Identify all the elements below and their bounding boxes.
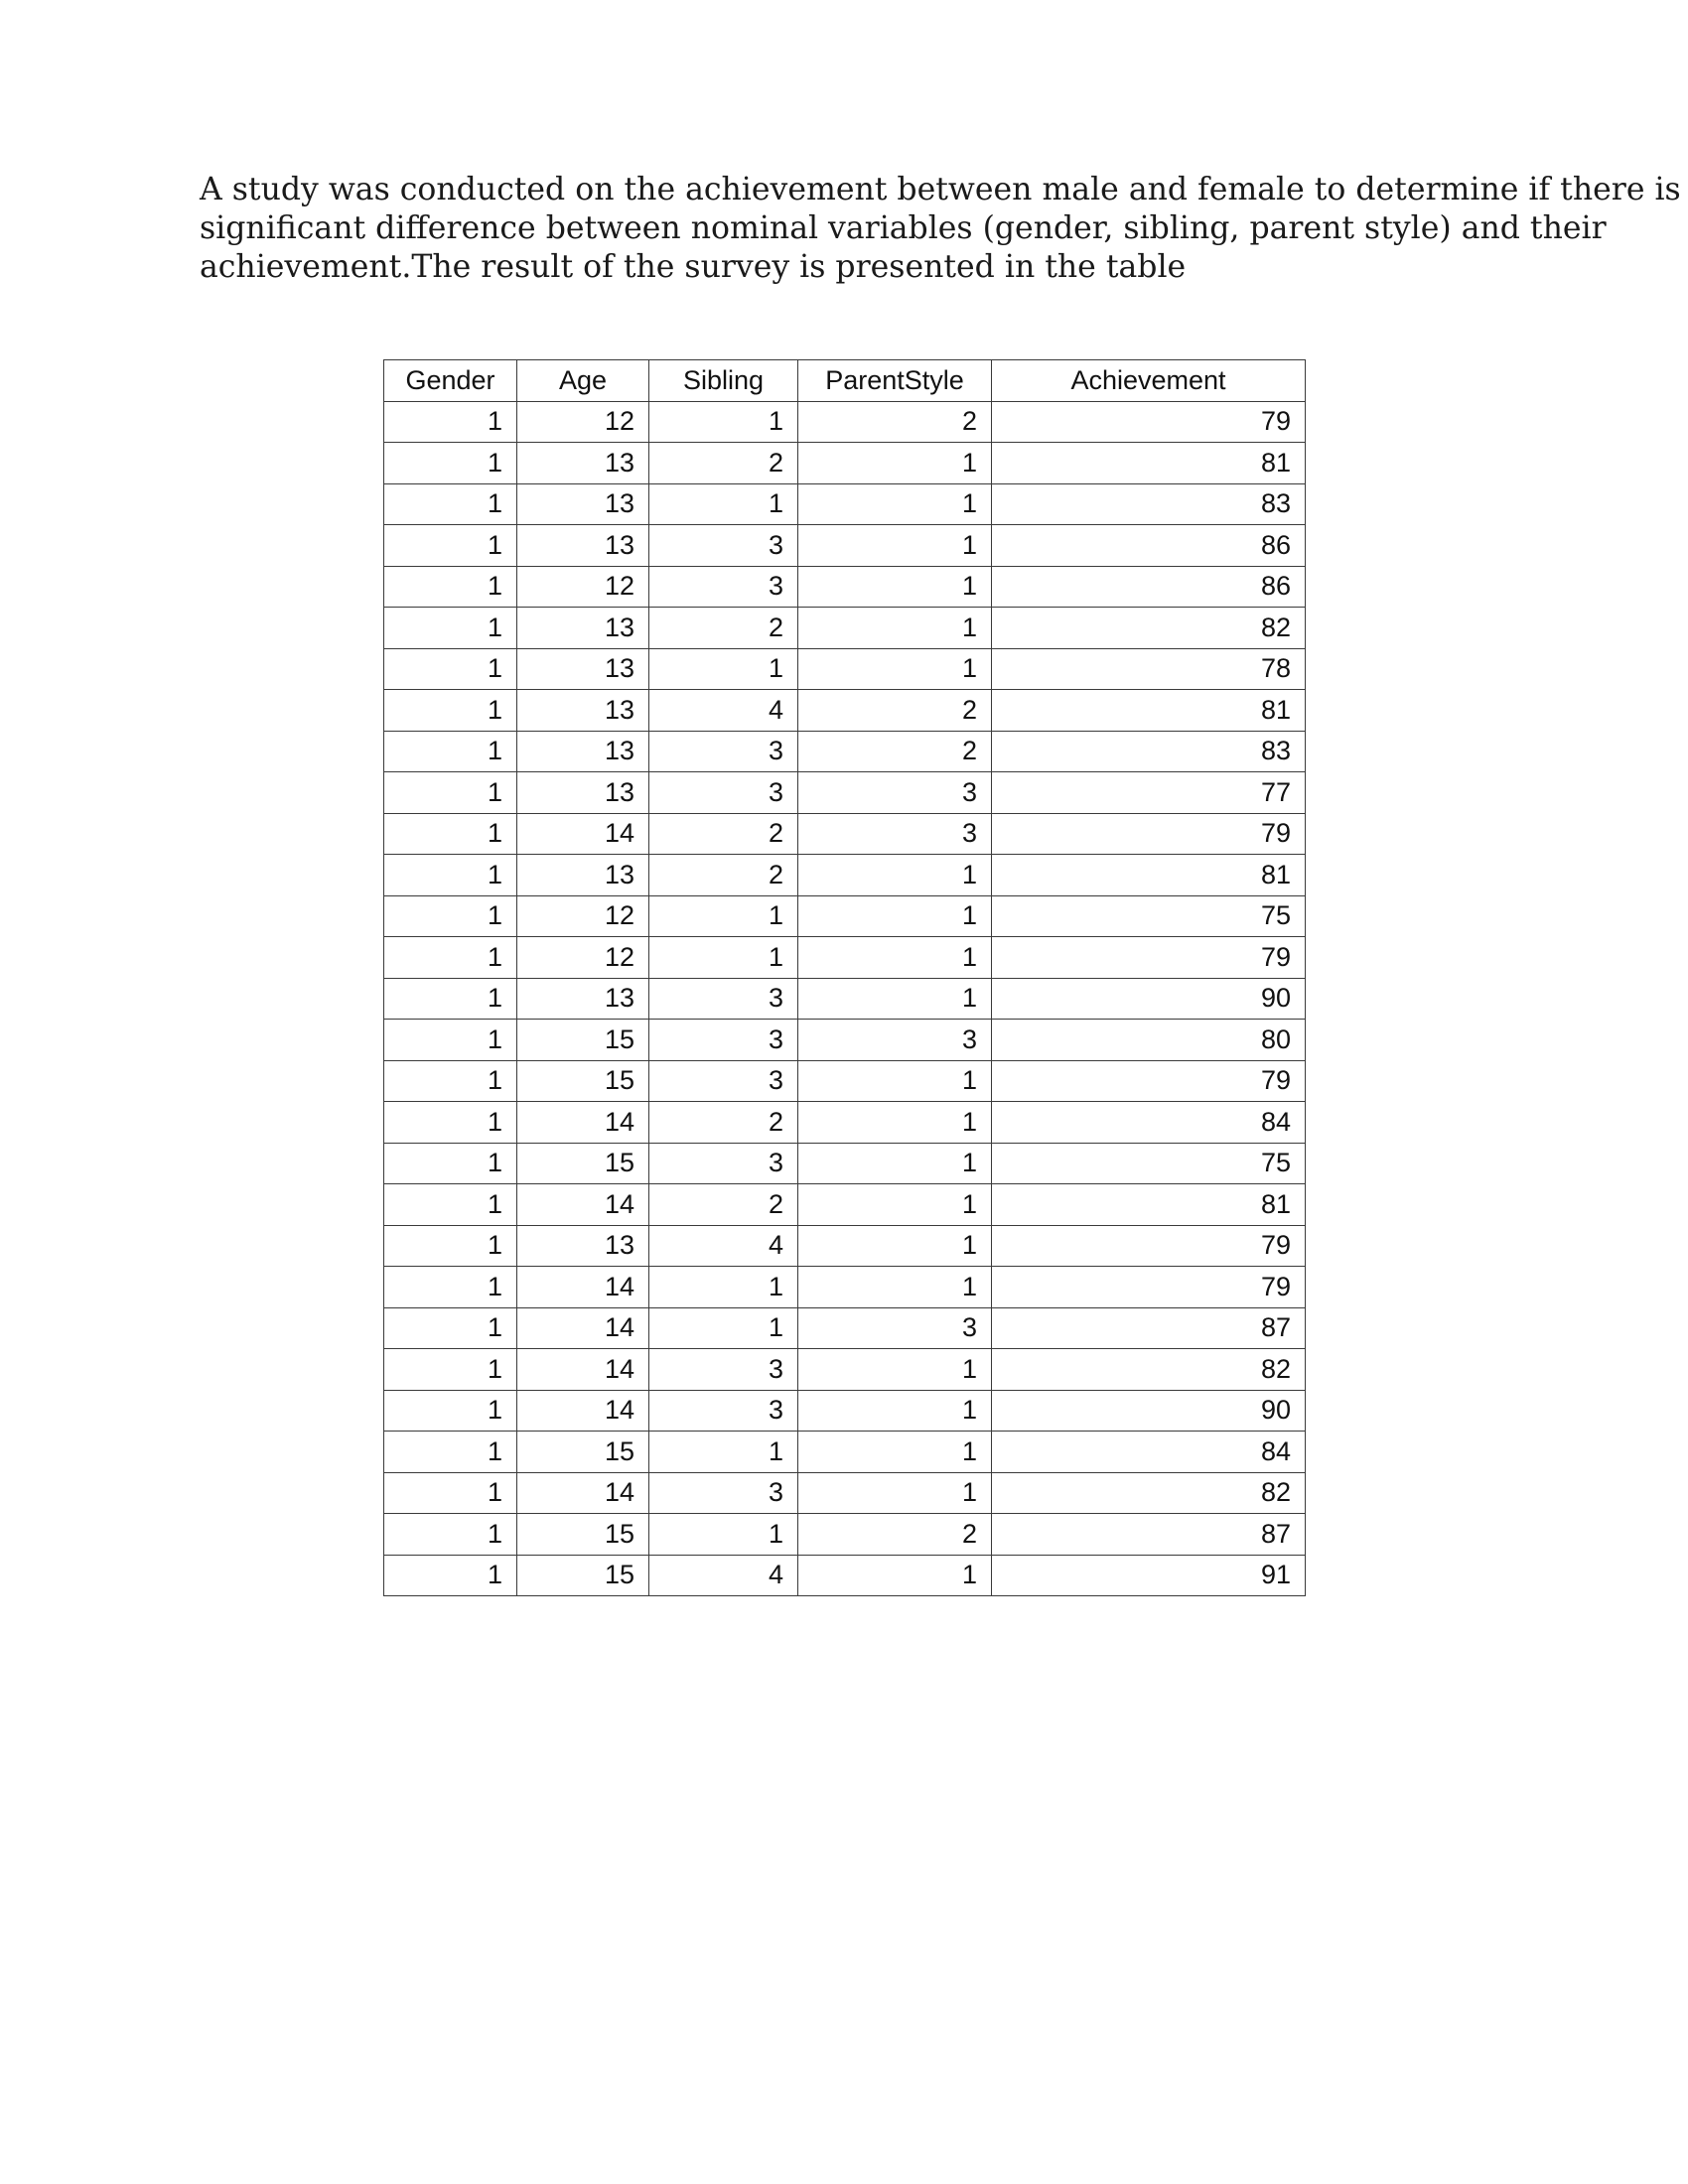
cell-parentstyle: 1 [798,1390,992,1432]
cell-parentstyle: 1 [798,525,992,567]
cell-parentstyle: 1 [798,895,992,937]
table-row [384,1060,1306,1102]
cell-gender: 1 [384,772,517,814]
cell-gender: 1 [384,483,517,525]
cell-sibling: 3 [649,1472,798,1514]
cell-parentstyle: 1 [798,1472,992,1514]
table-row [384,1020,1306,1061]
table-row [384,1349,1306,1391]
cell-sibling: 3 [649,1060,798,1102]
cell-sibling: 3 [649,1020,798,1061]
cell-gender: 1 [384,978,517,1020]
cell-sibling: 3 [649,1349,798,1391]
header-achievement: Achievement [992,360,1306,402]
cell-gender: 1 [384,1060,517,1102]
table-row [384,1472,1306,1514]
table-row [384,813,1306,855]
table-row [384,1514,1306,1556]
cell-age: 13 [517,731,649,772]
cell-gender: 1 [384,1472,517,1514]
cell-achievement: 84 [992,1432,1306,1473]
cell-achievement: 79 [992,401,1306,443]
cell-parentstyle: 2 [798,690,992,732]
cell-parentstyle: 1 [798,1555,992,1596]
table-row [384,1555,1306,1596]
cell-sibling: 2 [649,1184,798,1226]
cell-parentstyle: 3 [798,772,992,814]
cell-gender: 1 [384,1225,517,1267]
table-row [384,525,1306,567]
cell-sibling: 2 [649,608,798,649]
table-row [384,401,1306,443]
cell-age: 14 [517,1390,649,1432]
cell-gender: 1 [384,855,517,896]
cell-parentstyle: 2 [798,401,992,443]
cell-parentstyle: 1 [798,1349,992,1391]
cell-age: 15 [517,1020,649,1061]
table-row [384,731,1306,772]
cell-sibling: 1 [649,401,798,443]
cell-sibling: 1 [649,1514,798,1556]
cell-achievement: 82 [992,608,1306,649]
cell-parentstyle: 1 [798,1102,992,1144]
cell-age: 13 [517,608,649,649]
cell-parentstyle: 1 [798,1184,992,1226]
cell-gender: 1 [384,648,517,690]
cell-achievement: 75 [992,895,1306,937]
cell-gender: 1 [384,1020,517,1061]
table-row [384,1225,1306,1267]
cell-gender: 1 [384,937,517,979]
cell-parentstyle: 1 [798,1267,992,1308]
cell-age: 13 [517,978,649,1020]
cell-age: 12 [517,566,649,608]
cell-achievement: 81 [992,855,1306,896]
table-row [384,608,1306,649]
cell-gender: 1 [384,1184,517,1226]
intro-line: significant difference between nominal variables (gender, sibling, parent style) and their [200,210,1607,246]
cell-achievement: 79 [992,1267,1306,1308]
cell-sibling: 2 [649,855,798,896]
cell-parentstyle: 1 [798,608,992,649]
cell-gender: 1 [384,443,517,484]
cell-parentstyle: 1 [798,855,992,896]
cell-age: 13 [517,772,649,814]
table-row [384,1432,1306,1473]
header-gender: Gender [384,360,517,402]
table-row [384,1143,1306,1184]
cell-age: 13 [517,443,649,484]
table-row [384,772,1306,814]
cell-achievement: 79 [992,937,1306,979]
table-row [384,1307,1306,1349]
cell-sibling: 2 [649,813,798,855]
cell-age: 15 [517,1143,649,1184]
table-row [384,690,1306,732]
cell-parentstyle: 2 [798,1514,992,1556]
table-row [384,566,1306,608]
table-row [384,978,1306,1020]
cell-sibling: 1 [649,483,798,525]
cell-achievement: 75 [992,1143,1306,1184]
cell-sibling: 1 [649,648,798,690]
cell-sibling: 3 [649,566,798,608]
cell-sibling: 3 [649,1390,798,1432]
cell-achievement: 77 [992,772,1306,814]
cell-gender: 1 [384,1555,517,1596]
table-row [384,1267,1306,1308]
cell-achievement: 83 [992,483,1306,525]
cell-gender: 1 [384,731,517,772]
header-row [384,360,1306,402]
cell-gender: 1 [384,1307,517,1349]
cell-age: 12 [517,895,649,937]
cell-parentstyle: 1 [798,1060,992,1102]
cell-gender: 1 [384,525,517,567]
intro-line: A study was conducted on the achievement between male and female to determine if there is [200,172,1681,207]
cell-sibling: 1 [649,895,798,937]
cell-age: 14 [517,1267,649,1308]
cell-gender: 1 [384,1514,517,1556]
cell-age: 14 [517,1184,649,1226]
cell-parentstyle: 3 [798,1020,992,1061]
cell-parentstyle: 1 [798,1432,992,1473]
cell-age: 15 [517,1514,649,1556]
cell-parentstyle: 1 [798,937,992,979]
cell-parentstyle: 1 [798,483,992,525]
intro-line: achievement.The result of the survey is presented in the table [200,249,1187,285]
cell-sibling: 1 [649,1432,798,1473]
cell-sibling: 1 [649,1307,798,1349]
cell-parentstyle: 3 [798,813,992,855]
cell-sibling: 3 [649,731,798,772]
table-header [384,360,1306,402]
cell-achievement: 81 [992,1184,1306,1226]
header-parentstyle: ParentStyle [798,360,992,402]
cell-achievement: 82 [992,1349,1306,1391]
cell-age: 14 [517,1102,649,1144]
table-row [384,1390,1306,1432]
cell-achievement: 87 [992,1307,1306,1349]
cell-gender: 1 [384,608,517,649]
table-row [384,895,1306,937]
cell-age: 13 [517,690,649,732]
cell-age: 13 [517,855,649,896]
cell-sibling: 3 [649,525,798,567]
cell-achievement: 79 [992,1060,1306,1102]
cell-age: 14 [517,813,649,855]
cell-sibling: 4 [649,1555,798,1596]
cell-gender: 1 [384,1267,517,1308]
cell-age: 12 [517,401,649,443]
cell-parentstyle: 1 [798,443,992,484]
intro-paragraph [200,171,1681,287]
cell-gender: 1 [384,401,517,443]
table-row [384,855,1306,896]
cell-sibling: 1 [649,1267,798,1308]
cell-sibling: 4 [649,1225,798,1267]
cell-sibling: 4 [649,690,798,732]
survey-table [383,359,1306,1596]
cell-achievement: 79 [992,813,1306,855]
header-age: Age [517,360,649,402]
cell-age: 13 [517,1225,649,1267]
cell-achievement: 81 [992,443,1306,484]
cell-achievement: 78 [992,648,1306,690]
cell-parentstyle: 1 [798,566,992,608]
table-row [384,648,1306,690]
table-row [384,1184,1306,1226]
cell-age: 13 [517,525,649,567]
cell-sibling: 2 [649,443,798,484]
cell-parentstyle: 3 [798,1307,992,1349]
cell-age: 15 [517,1060,649,1102]
cell-achievement: 80 [992,1020,1306,1061]
table-row [384,937,1306,979]
cell-sibling: 3 [649,978,798,1020]
cell-age: 14 [517,1307,649,1349]
cell-gender: 1 [384,566,517,608]
cell-achievement: 82 [992,1472,1306,1514]
cell-achievement: 87 [992,1514,1306,1556]
cell-age: 14 [517,1349,649,1391]
cell-achievement: 86 [992,566,1306,608]
cell-parentstyle: 1 [798,1143,992,1184]
cell-gender: 1 [384,1432,517,1473]
table-row [384,483,1306,525]
cell-gender: 1 [384,1390,517,1432]
cell-achievement: 79 [992,1225,1306,1267]
cell-sibling: 2 [649,1102,798,1144]
cell-achievement: 91 [992,1555,1306,1596]
cell-achievement: 81 [992,690,1306,732]
cell-age: 13 [517,648,649,690]
table-row [384,1102,1306,1144]
cell-age: 12 [517,937,649,979]
cell-age: 14 [517,1472,649,1514]
cell-achievement: 86 [992,525,1306,567]
table-row [384,443,1306,484]
table-body [384,401,1306,1596]
cell-sibling: 3 [649,772,798,814]
cell-gender: 1 [384,1143,517,1184]
cell-parentstyle: 2 [798,731,992,772]
cell-age: 15 [517,1432,649,1473]
cell-gender: 1 [384,1349,517,1391]
cell-gender: 1 [384,690,517,732]
cell-age: 15 [517,1555,649,1596]
cell-achievement: 84 [992,1102,1306,1144]
cell-parentstyle: 1 [798,1225,992,1267]
cell-gender: 1 [384,1102,517,1144]
cell-gender: 1 [384,895,517,937]
cell-achievement: 90 [992,1390,1306,1432]
cell-achievement: 83 [992,731,1306,772]
cell-parentstyle: 1 [798,978,992,1020]
cell-sibling: 3 [649,1143,798,1184]
cell-gender: 1 [384,813,517,855]
cell-parentstyle: 1 [798,648,992,690]
header-sibling: Sibling [649,360,798,402]
cell-sibling: 1 [649,937,798,979]
cell-age: 13 [517,483,649,525]
cell-achievement: 90 [992,978,1306,1020]
